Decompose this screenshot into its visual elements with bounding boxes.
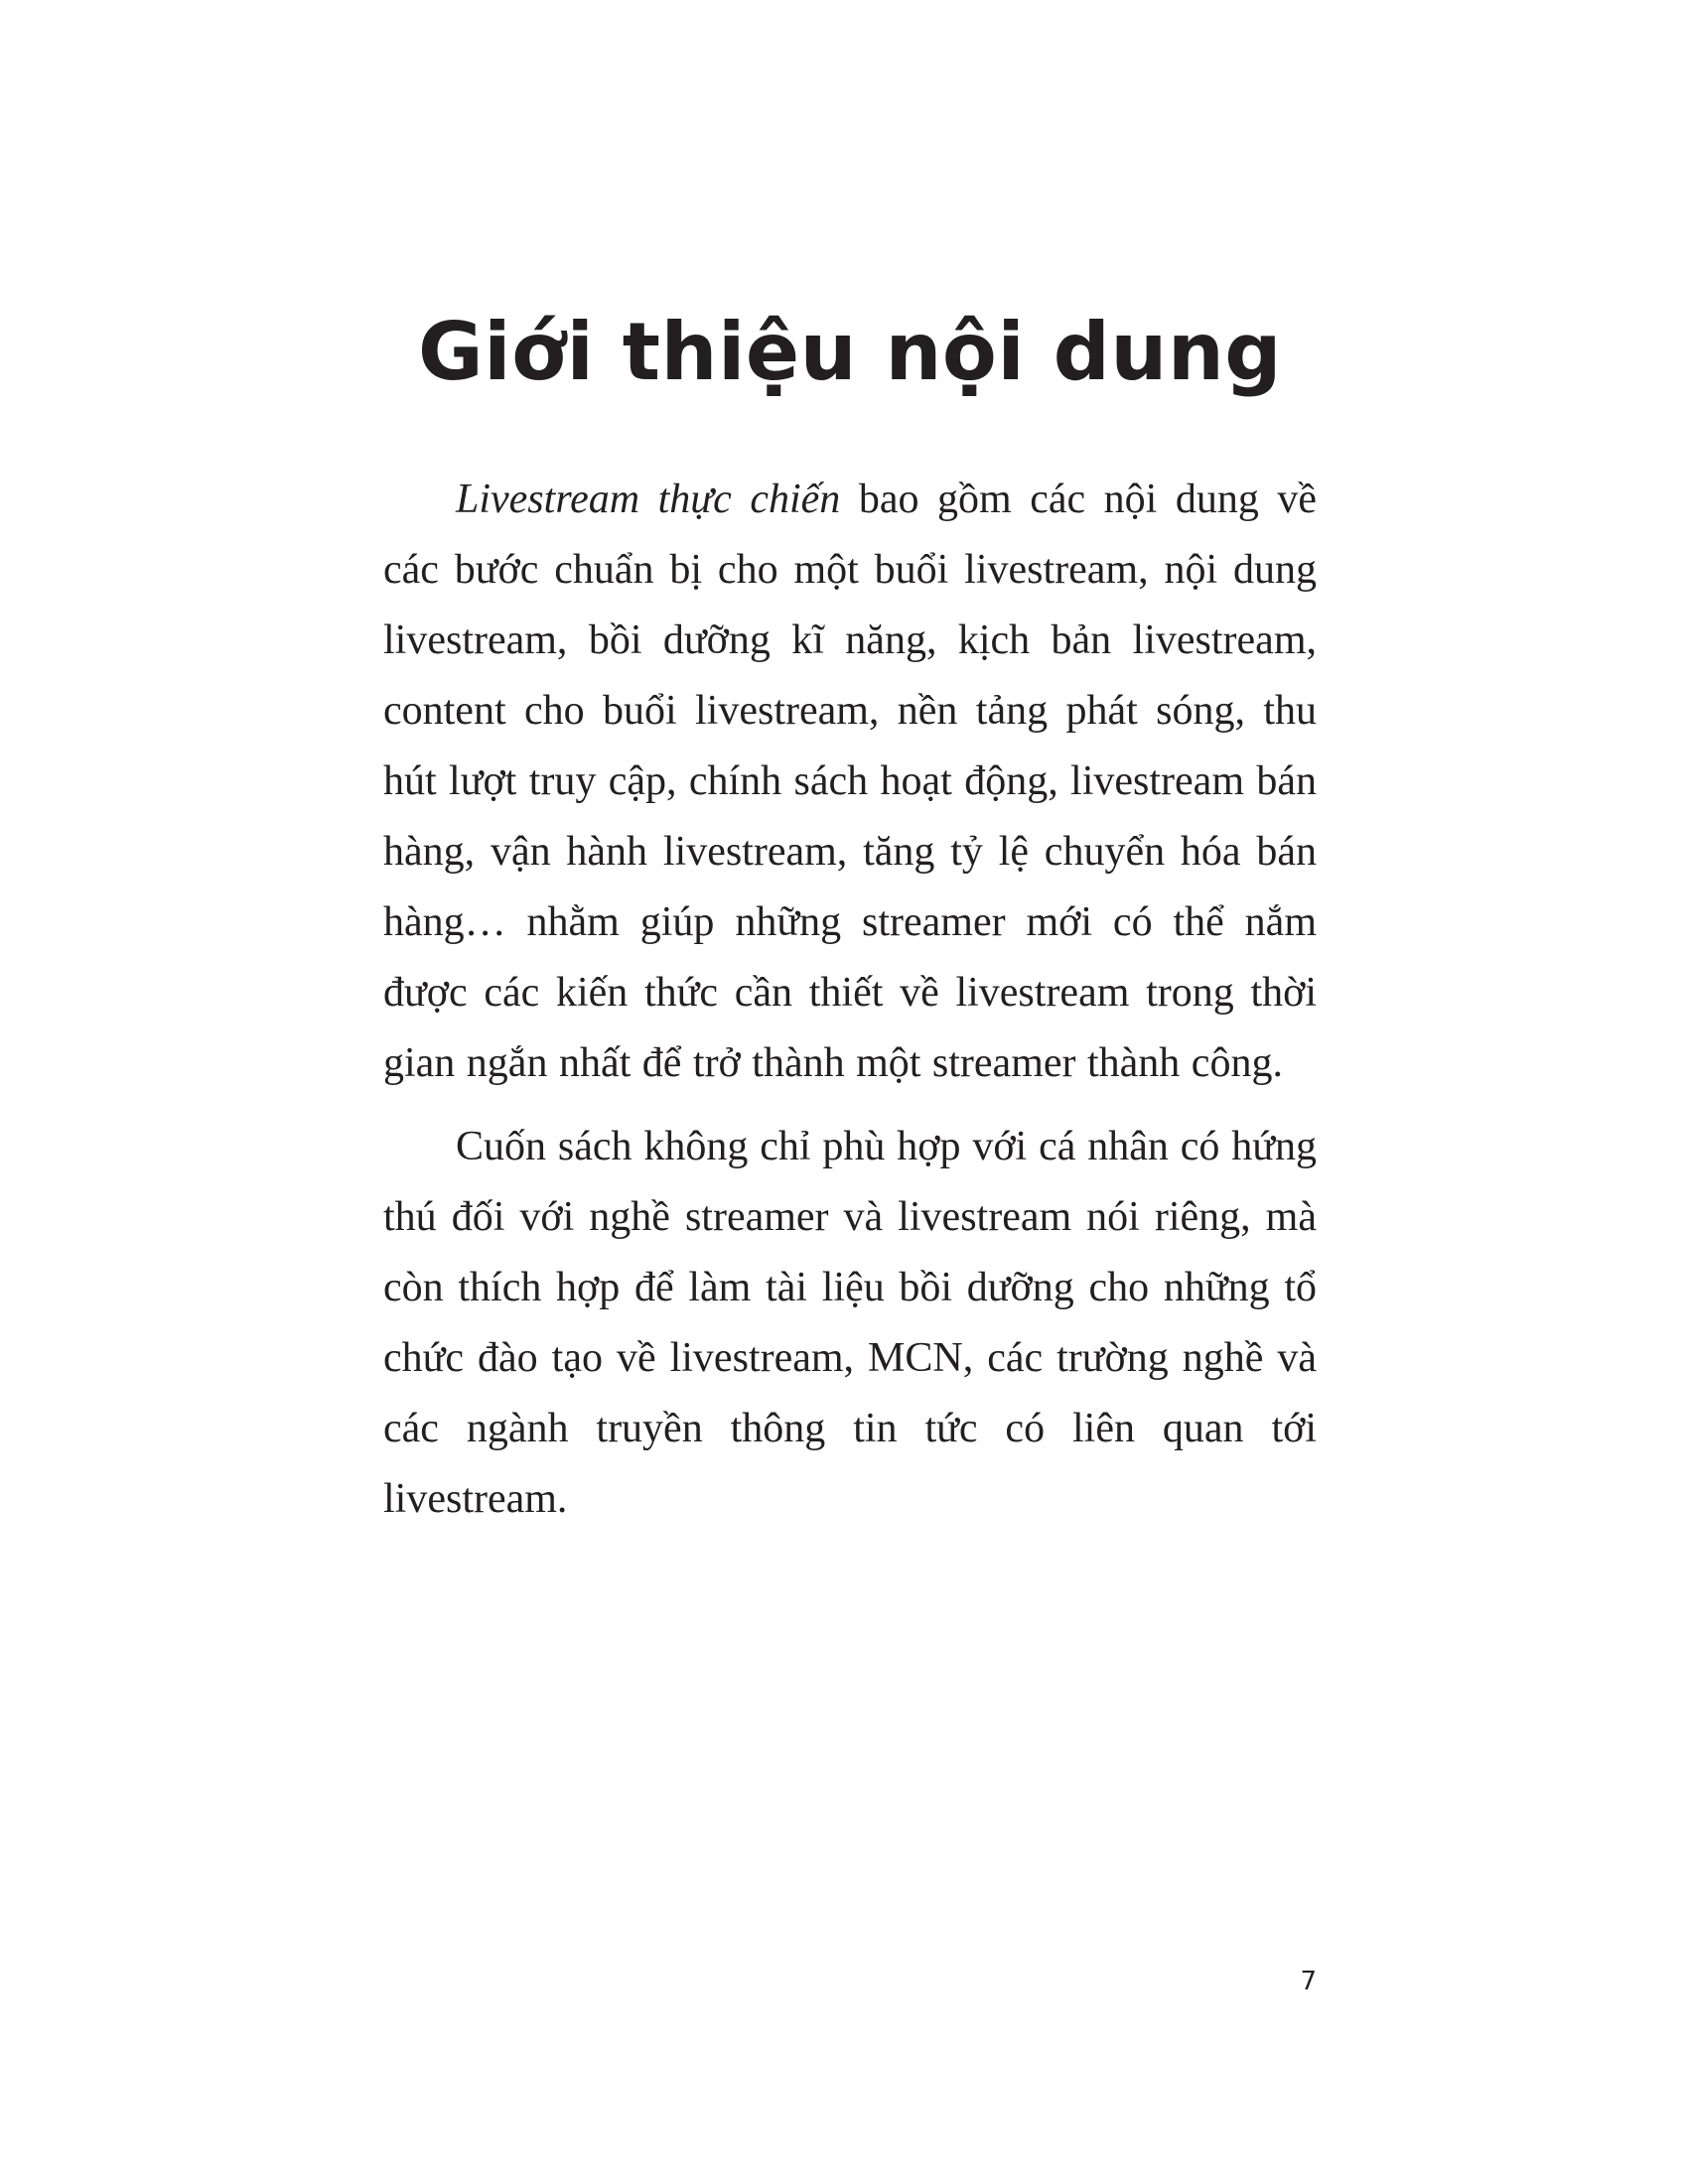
body-text [383, 465, 1317, 1548]
paragraph-1 [383, 465, 1317, 1099]
paragraph-2 [383, 1112, 1317, 1535]
paragraph-2-text: Cuốn sách không chỉ phù hợp với cá nhân có hứng thú đối với nghề streamer và livestream nói riêng, mà còn thích hợp để làm tài liệu bồi dưỡng cho những tổ chức đào tạo về livestream, MCN, các trường nghề và các ngành truyền thông tin tức có liên quan tới livestream. [383, 1124, 1317, 1522]
page-number: 7 [1300, 1967, 1317, 1996]
paragraph-1-text: bao gồm các nội dung về các bước chuẩn bị cho một buổi livestream, nội dung livestream, bồi dưỡng kĩ năng, kịch bản livestream, content cho buổi livestream, nền tảng phát sóng, thu hút lượt truy cập, chính sách hoạt động, livestream bán hàng, vận hành livestream, tăng tỷ lệ chuyển hóa bán hàng… nhằm giúp những streamer mới có thể nắm được các kiến thức cần thiết về livestream trong thời gian ngắn nhất để trở thành một streamer thành công. [383, 477, 1317, 1086]
book-title-italic: Livestream thực chiến [456, 477, 841, 522]
page-title: Giới thiệu nội dung [417, 306, 1283, 398]
